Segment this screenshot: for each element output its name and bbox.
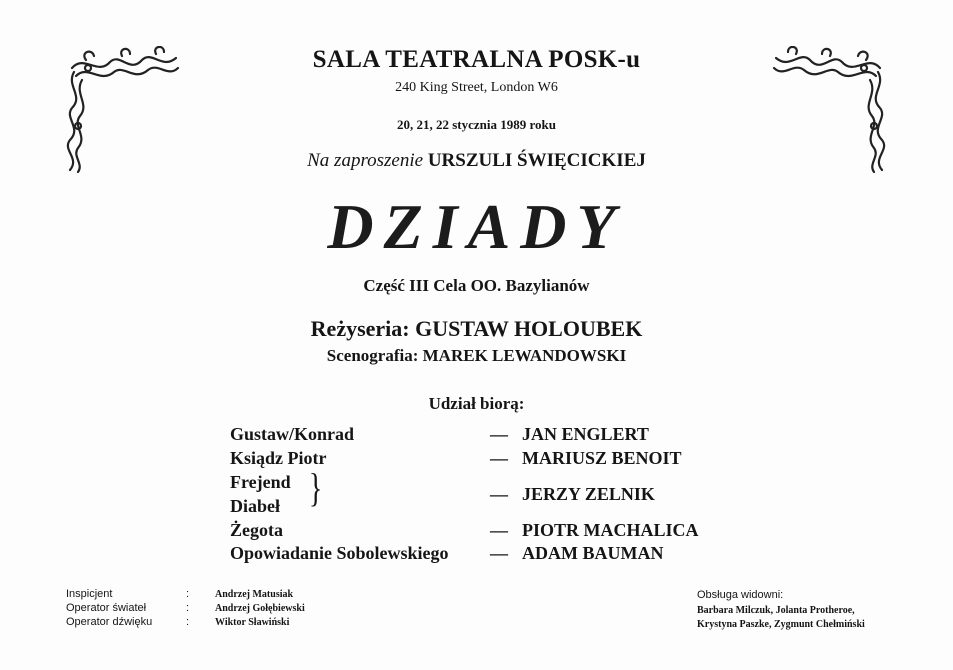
cast-role: Diabeł <box>230 496 281 516</box>
venue-title: SALA TEATRALNA POSK-u <box>312 46 641 73</box>
cast-dash: — <box>490 424 508 444</box>
credit-colon: : <box>186 588 190 600</box>
cast-actor: MARIUSZ BENOIT <box>522 448 682 468</box>
cast-heading: Udział biorą: <box>428 394 525 413</box>
play-part: Część III Cela OO. Bazylianów <box>363 276 590 295</box>
credit-name: Andrzej Matusiak <box>215 589 294 600</box>
brace-icon: } <box>308 465 323 510</box>
cast-actor: JAN ENGLERT <box>522 424 649 444</box>
invitation-name: URSZULI ŚWIĘCICKIEJ <box>427 150 646 171</box>
venue-address: 240 King Street, London W6 <box>395 80 558 95</box>
invitation-prefix: Na zaproszenie <box>307 150 424 171</box>
play-title: DZIADY <box>327 191 626 262</box>
cast-role: Ksiądz Piotr <box>230 448 327 468</box>
credit-colon: : <box>186 616 190 628</box>
credit-name: Andrzej Gołębiewski <box>215 603 305 614</box>
ushers-names-line: Barbara Milczuk, Jolanta Protheroe, <box>697 605 855 616</box>
credit-name: Wiktor Sławiński <box>215 617 290 628</box>
scenography-credit: Scenografia: MAREK LEWANDOWSKI <box>326 346 627 365</box>
cast-role: Gustaw/Konrad <box>230 424 355 444</box>
cast-dash: — <box>490 543 508 563</box>
credit-label: Operator świateł <box>66 602 147 614</box>
cast-role: Frejend <box>230 472 291 492</box>
cast-dash: — <box>490 484 508 504</box>
invitation-line <box>0 150 953 172</box>
credit-label: Inspicjent <box>66 588 113 600</box>
cast-role: Żegota <box>230 520 283 540</box>
cast-actor: JERZY ZELNIK <box>522 484 655 504</box>
cast-role: Opowiadanie Sobolewskiego <box>230 543 449 563</box>
cast-dash: — <box>490 520 508 540</box>
credit-colon: : <box>186 602 190 614</box>
credit-label: Operator dźwięku <box>66 616 153 628</box>
cast-dash: — <box>490 448 508 468</box>
ushers-label: Obsługa widowni: <box>697 589 784 601</box>
director-credit: Reżyseria: GUSTAW HOLOUBEK <box>310 316 643 341</box>
cast-actor: ADAM BAUMAN <box>522 543 664 563</box>
cast-actor: PIOTR MACHALICA <box>522 520 699 540</box>
performance-dates: 20, 21, 22 stycznia 1989 roku <box>396 117 556 132</box>
ushers-names-line: Krystyna Paszke, Zygmunt Chełmiński <box>697 619 865 630</box>
